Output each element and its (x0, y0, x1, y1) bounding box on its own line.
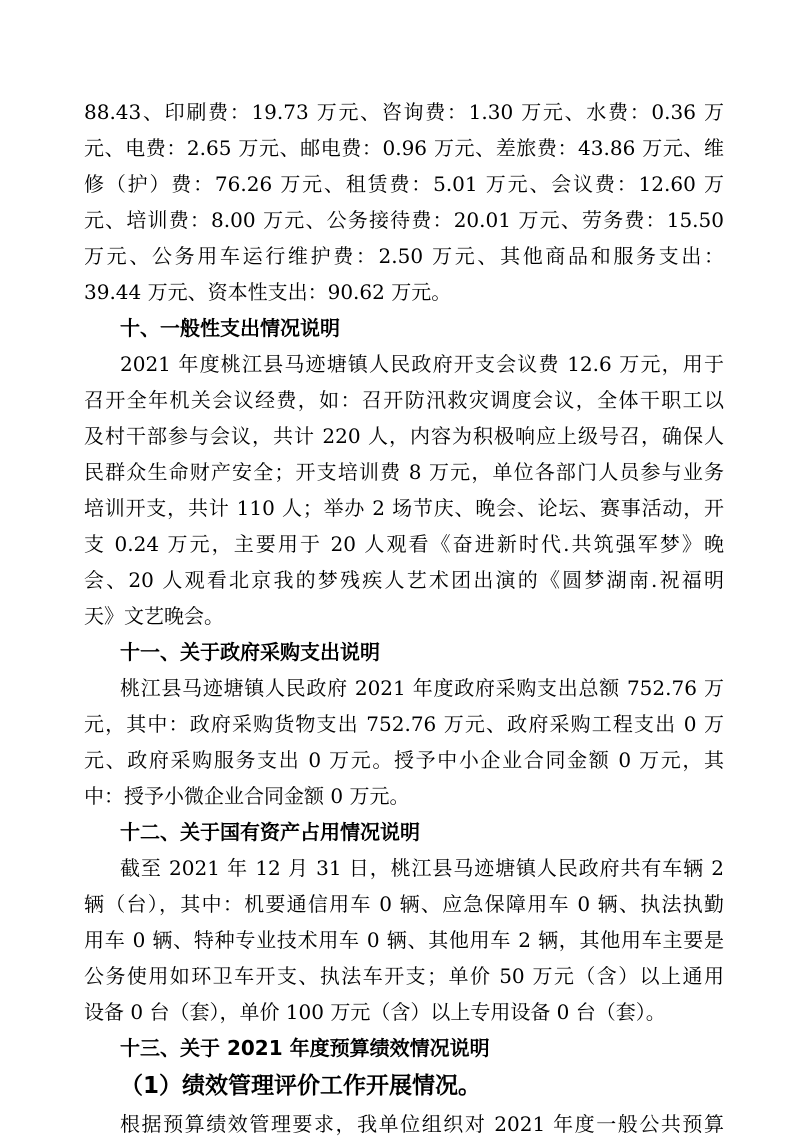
text-line: 桃江县马迹塘镇人民政府 2021 年度政府采购支出总额 752.76 万 (120, 676, 724, 700)
text-line: 元、政府采购服务支出 0 万元。授予中小企业合同金额 0 万元，其 (84, 748, 724, 772)
text-line: 元，其中：政府采购货物支出 752.76 万元、政府采购工程支出 0 万 (84, 712, 724, 736)
text-line: 修（护）费：76.26 万元、租赁费：5.01 万元、会议费：12.60 万 (84, 172, 724, 196)
text-line: 辆（台），其中：机要通信用车 0 辆、应急保障用车 0 辆、执法执勤 (84, 892, 724, 916)
text-line: 支 0.24 万元，主要用于 20 人观看《奋进新时代.共筑强军梦》晚 (84, 532, 724, 556)
section-heading-13: 十三、关于 2021 年度预算绩效情况说明 (120, 1036, 490, 1060)
text-line: 公务使用如环卫车开支、执法车开支；单价 50 万元（含）以上通用 (84, 964, 724, 988)
section-heading-10: 十、一般性支出情况说明 (120, 316, 340, 340)
text-line: 元、培训费：8.00 万元、公务接待费：20.01 万元、劳务费：15.50 (84, 208, 724, 232)
text-line: 截至 2021 年 12 月 31 日，桃江县马迹塘镇人民政府共有车辆 2 (120, 856, 724, 880)
text-line: 民群众生命财产安全；开支培训费 8 万元，单位各部门人员参与业务 (84, 460, 724, 484)
subsection-heading-13-1: （1）绩效管理评价工作开展情况。 (120, 1073, 482, 1099)
text-line: 元、电费：2.65 万元、邮电费：0.96 万元、差旅费：43.86 万元、维 (84, 136, 724, 160)
text-line: 万元、公务用车运行维护费：2.50 万元、其他商品和服务支出： (84, 244, 724, 268)
text-line: 天》文艺晚会。 (84, 604, 224, 628)
text-line: 2021 年度桃江县马迹塘镇人民政府开支会议费 12.6 万元，用于 (120, 352, 724, 376)
text-line: 召开全年机关会议经费，如：召开防汛救灾调度会议，全体干职工以 (84, 388, 724, 412)
text-line: 及村干部参与会议，共计 220 人，内容为积极响应上级号召，确保人 (84, 424, 724, 448)
text-line: 中：授予小微企业合同金额 0 万元。 (84, 784, 410, 808)
text-line: 88.43、印刷费：19.73 万元、咨询费：1.30 万元、水费：0.36 万 (84, 100, 724, 124)
text-line: 设备 0 台（套），单价 100 万元（含）以上专用设备 0 台（套）。 (84, 1000, 666, 1024)
section-heading-12: 十二、关于国有资产占用情况说明 (120, 820, 420, 844)
text-line: 根据预算绩效管理要求，我单位组织对 2021 年度一般公共预算 (120, 1112, 724, 1136)
text-line: 培训开支，共计 110 人；举办 2 场节庆、晚会、论坛、赛事活动，开 (84, 496, 724, 520)
text-line: 会、20 人观看北京我的梦残疾人艺术团出演的《圆梦湖南.祝福明 (84, 568, 724, 592)
text-line: 39.44 万元、资本性支出：90.62 万元。 (84, 280, 452, 304)
text-line: 用车 0 辆、特种专业技术用车 0 辆、其他用车 2 辆，其他用车主要是 (84, 928, 724, 952)
section-heading-11: 十一、关于政府采购支出说明 (120, 640, 380, 664)
